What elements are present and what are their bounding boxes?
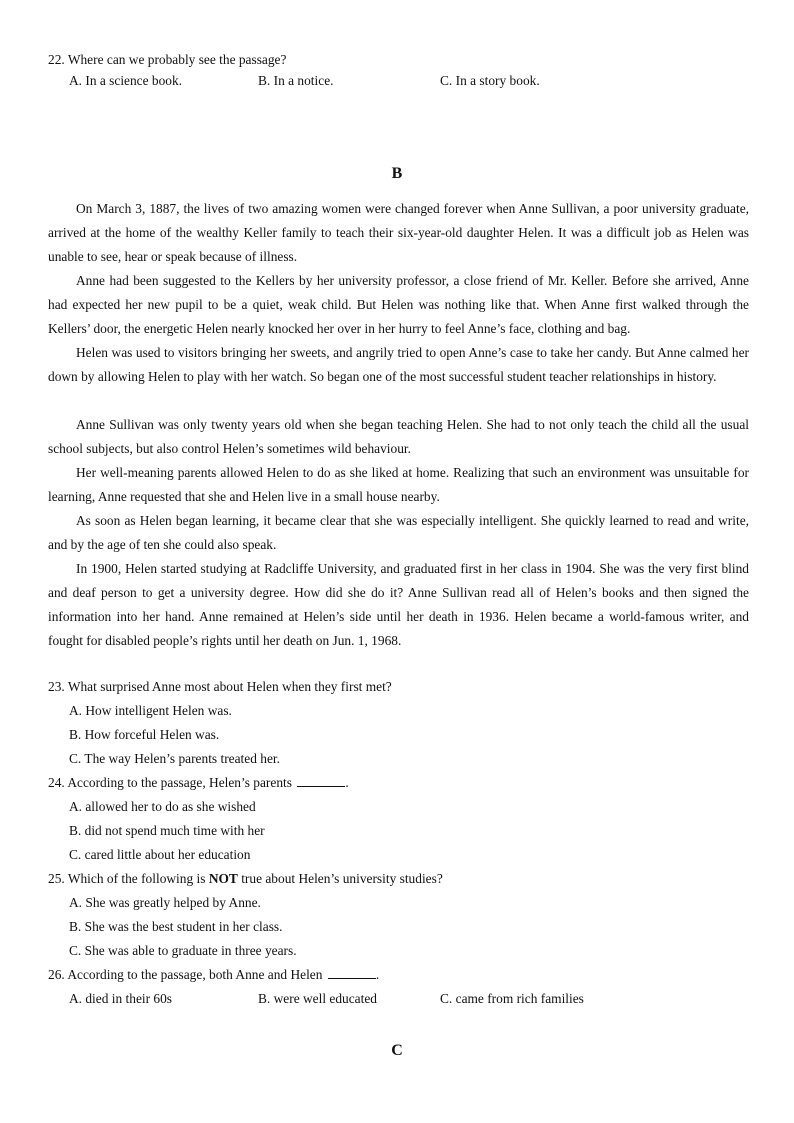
option-22a: A. In a science book. bbox=[69, 73, 183, 88]
option-23c: C. The way Helen’s parents treated her. bbox=[69, 751, 280, 766]
question-26-text: 26. According to the passage, both Anne and Helen bbox=[48, 967, 323, 982]
question-26 bbox=[48, 967, 379, 983]
passage-paragraph: Anne had been suggested to the Kellers by her university professor, a close friend of Mr. Keller. Before she arrived, Anne had expected her new pupil to be a quiet, weak child. But Helen was nothing like that. When Anne first walked through the Kellers’ door, the energetic Helen nearly knocked her over in her hurry to feel Anne’s face, clothing and bag. bbox=[48, 273, 749, 336]
passage-paragraph: Anne Sullivan was only twenty years old when she began teaching Helen. She had to not only teach the child all the usual school subjects, but also control Helen’s sometimes wild behaviour. bbox=[48, 417, 749, 456]
option-26b: B. were well educated bbox=[258, 991, 377, 1006]
question-25-post: true about Helen’s university studies? bbox=[241, 871, 443, 886]
option-22b: B. In a notice. bbox=[258, 73, 334, 88]
passage-paragraph: As soon as Helen began learning, it became clear that she was especially intelligent. She quickly learned to read and write, and by the age of ten she could also speak. bbox=[48, 513, 749, 552]
answer-blank bbox=[328, 968, 376, 979]
option-23a: A. How intelligent Helen was. bbox=[69, 703, 232, 718]
option-25c: C. She was able to graduate in three years. bbox=[69, 943, 297, 958]
question-25-emphasis: NOT bbox=[208, 871, 238, 886]
passage-paragraph: Helen was used to visitors bringing her sweets, and angrily tried to open Anne’s case to take her candy. But Anne calmed her down by allowing Helen to play with her watch. So began one of the most successful student teacher relationships in history. bbox=[48, 345, 749, 384]
question-26-tail: . bbox=[375, 967, 380, 982]
option-26a: A. died in their 60s bbox=[69, 991, 173, 1006]
option-23b: B. How forceful Helen was. bbox=[69, 727, 220, 742]
option-24a: A. allowed her to do as she wished bbox=[69, 799, 256, 814]
option-25a: A. She was greatly helped by Anne. bbox=[69, 895, 261, 910]
question-22: 22. Where can we probably see the passage? bbox=[48, 52, 287, 67]
option-25b: B. She was the best student in her class. bbox=[69, 919, 283, 934]
passage-paragraph: Her well-meaning parents allowed Helen to do as she liked at home. Realizing that such an environment was unsuitable for learning, Anne requested that she and Helen live in a small house nearby. bbox=[48, 465, 749, 504]
option-26c: C. came from rich families bbox=[440, 991, 584, 1006]
question-24 bbox=[48, 775, 349, 791]
passage-paragraph: On March 3, 1887, the lives of two amazing women were changed forever when Anne Sullivan, a poor university graduate, arrived at the home of the wealthy Keller family to teach their six-year-old daughter Helen. It was a difficult job as Helen was unable to see, hear or speak because of illness. bbox=[48, 201, 749, 264]
question-24-tail: . bbox=[345, 775, 349, 790]
question-23: 23. What surprised Anne most about Helen when they first met? bbox=[48, 679, 392, 694]
option-22c: C. In a story book. bbox=[440, 73, 540, 88]
question-25 bbox=[48, 871, 443, 887]
section-heading-b: B bbox=[391, 165, 403, 182]
answer-blank bbox=[297, 776, 345, 787]
question-24-text: 24. According to the passage, Helen’s parents bbox=[48, 775, 292, 790]
passage-paragraph: In 1900, Helen started studying at Radcliffe University, and graduated first in her class in 1904. She was the very first blind and deaf person to get a university degree. How did she do it? Anne Sullivan read all of Helen’s books and then signed the information into her hand. Anne remained at Helen’s side until her death in 1936. Helen became a world-famous writer, and fought for disabled people’s rights until her death on Jun. 1, 1968. bbox=[48, 561, 749, 648]
question-25-pre: 25. Which of the following is bbox=[48, 871, 206, 886]
option-24c: C. cared little about her education bbox=[69, 847, 251, 862]
section-heading-c: C bbox=[391, 1042, 403, 1059]
option-24b: B. did not spend much time with her bbox=[69, 823, 265, 838]
